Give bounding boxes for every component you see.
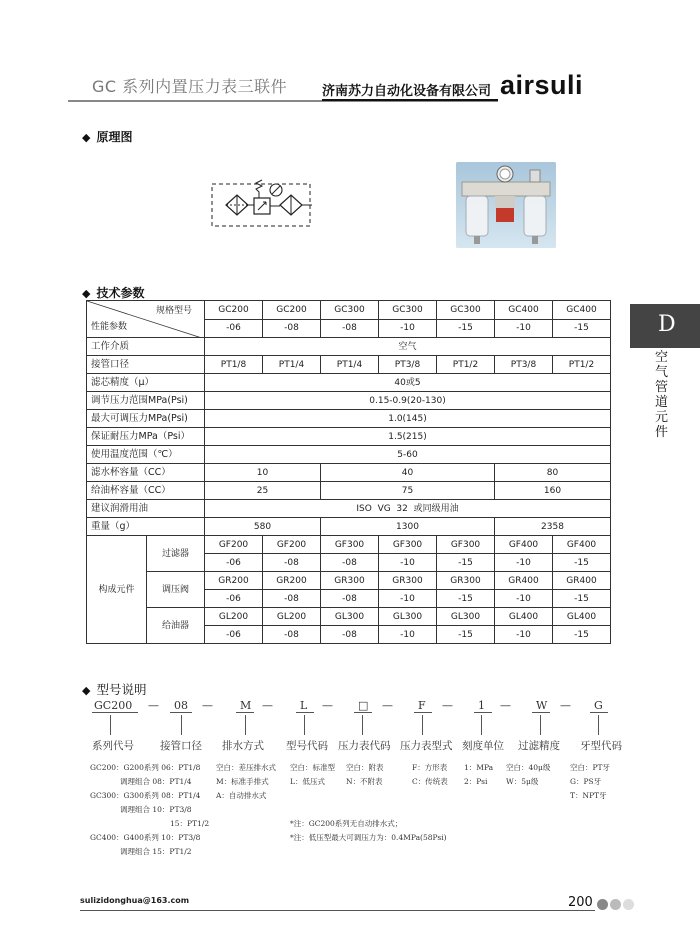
footer-email: sulizidonghua@163.com — [80, 896, 190, 905]
chapter-tab: D — [630, 304, 700, 348]
note-line: *注：低压型最大可调压力为：0.4MPa(58Psi) — [290, 833, 447, 842]
note-line: 1：MPa — [464, 763, 494, 772]
diamond-bullet-icon: ◆ — [82, 684, 91, 697]
note-line: L：低压式 — [290, 777, 325, 786]
note-line: C：传统表 — [412, 777, 448, 786]
chapter-tab-label: 空气管道元件 — [655, 350, 669, 440]
diamond-bullet-icon: ◆ — [82, 131, 91, 144]
table-row: 建议润滑用油 ISO VG 32 或同级用油 — [87, 500, 611, 518]
table-row: 最大可调压力MPa(Psi) 1.0(145) — [87, 410, 611, 428]
note-line: G：PS牙 — [570, 777, 602, 786]
model-underline — [170, 712, 192, 713]
table-row: 使用温度范围（℃） 5-60 — [87, 446, 611, 464]
table-row: 工作介质 空气 — [87, 338, 611, 356]
caption-series: 系列代号 — [92, 740, 134, 752]
note-line: GC200：G200系列 06：PT1/8 — [90, 763, 201, 772]
model-underline — [590, 712, 608, 713]
note-line: GC300：G300系列 08：PT1/4 — [90, 791, 201, 800]
note-line: A：自动排水式 — [216, 791, 267, 800]
header-rule-accent — [322, 99, 498, 101]
table-row: -06 -08 -08 -10 -15 -10 -15 — [87, 554, 611, 572]
note-line: *注：GC200系列无自动排水式； — [290, 819, 403, 828]
model-underline — [532, 712, 550, 713]
page-dot-icon — [610, 899, 621, 910]
note-line: W：5μ级 — [506, 777, 539, 786]
table-row: 保证耐压力MPa（Psi） 1.5(215) — [87, 428, 611, 446]
pneumatic-schematic — [206, 176, 316, 230]
table-row: 滤水杯容量（CC） 10 40 80 — [87, 464, 611, 482]
caption-thread: 牙型代码 — [580, 740, 622, 752]
note-line: GC400：G400系列 10：PT3/8 — [90, 833, 201, 842]
page-dot-icon — [597, 899, 608, 910]
caption-type: 型号代码 — [286, 740, 328, 752]
catalog-title: GC 系列内置压力表三联件 — [92, 77, 288, 96]
note-line: 空白：差压排水式 — [216, 763, 276, 772]
brand-logo: airsuli — [500, 70, 584, 100]
note-line: 调理组合 15：PT1/2 — [120, 847, 192, 856]
table-row: 构成元件 过滤器 GF200 GF200 GF300 GF300 GF300 GF400 GF400 — [87, 536, 611, 554]
table-row: 规格型号 性能参数 GC200 GC200 GC300 GC300 GC300 GC400 GC400 — [87, 301, 611, 320]
model-underline — [474, 712, 492, 713]
note-line: 2：Psi — [464, 777, 488, 786]
table-row: 给油杯容量（CC） 25 75 160 — [87, 482, 611, 500]
caption-drain: 排水方式 — [222, 740, 264, 752]
model-underline — [414, 712, 432, 713]
model-code-row: GC200 — 08 — M — L — □ — F — 1 — W — G — [94, 699, 614, 739]
table-row: 滤芯精度（μ） 40或5 — [87, 374, 611, 392]
caption-gauge-code: 压力表代码 — [338, 740, 391, 752]
note-line: T：NPT牙 — [570, 791, 607, 800]
note-line: 调理组合 08：PT1/4 — [120, 777, 192, 786]
table-row: 接管口径 PT1/8 PT1/4 PT1/4 PT3/8 PT1/2 PT3/8 PT1/2 — [87, 356, 611, 374]
model-underline — [236, 712, 254, 713]
caption-unit: 刻度单位 — [462, 740, 504, 752]
table-row: -06 -08 -08 -10 -15 -10 -15 — [87, 626, 611, 644]
table-row: -06 -08 -08 -10 -15 -10 -15 — [87, 319, 611, 338]
model-underline — [354, 712, 372, 713]
note-line: F：方形表 — [412, 763, 448, 772]
table-row: 重量（g） 580 1300 2358 — [87, 518, 611, 536]
caption-filtration: 过滤精度 — [518, 740, 560, 752]
page-number: 200 — [568, 895, 593, 910]
section-heading-model: ◆ 型号说明 — [82, 682, 147, 697]
note-line: N：不附表 — [346, 777, 383, 786]
caption-port: 接管口径 — [160, 740, 202, 752]
note-line: 空白：40μ级 — [506, 763, 551, 772]
frl-unit-image — [456, 162, 556, 248]
model-underline — [296, 712, 314, 713]
table-corner-cell: 规格型号 性能参数 — [87, 301, 205, 338]
table-row: 调压阀 GR200 GR200 GR300 GR300 GR300 GR400 GR400 — [87, 572, 611, 590]
diamond-bullet-icon: ◆ — [82, 287, 91, 300]
note-line: 调理组合 10：PT3/8 — [120, 805, 192, 814]
section-heading-specs: ◆ 技术参数 — [82, 286, 145, 300]
spec-table — [86, 300, 611, 644]
note-line: 空白：标准型 — [290, 763, 335, 772]
component-group-label: 构成元件 — [87, 536, 147, 644]
note-line: 空白：附表 — [346, 763, 384, 772]
table-row: -06 -08 -08 -10 -15 -10 -15 — [87, 590, 611, 608]
page-dot-icon — [623, 899, 634, 910]
company-name: 济南苏力自动化设备有限公司 — [322, 84, 492, 99]
table-row: 调节压力范围MPa(Psi) 0.15-0.9(20-130) — [87, 392, 611, 410]
section-heading-principle: ◆ 原理图 — [82, 130, 133, 144]
note-line: 15：PT1/2 — [170, 819, 210, 828]
footer-rule — [80, 910, 595, 911]
model-underline — [92, 712, 138, 713]
table-row: 给油器 GL200 GL200 GL300 GL300 GL300 GL400 GL400 — [87, 608, 611, 626]
product-photo — [456, 162, 556, 248]
note-line: M：标准手排式 — [216, 777, 269, 786]
caption-gauge-style: 压力表型式 — [400, 740, 453, 752]
note-line: 空白：PT牙 — [570, 763, 611, 772]
